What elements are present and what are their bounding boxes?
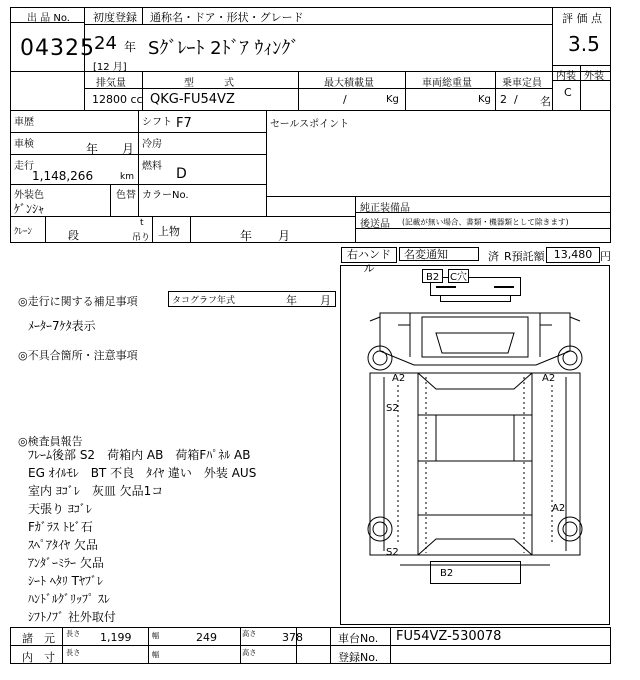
displacement-value: 12800 cc bbox=[92, 93, 143, 106]
sales-point-label: セールスポイント bbox=[270, 119, 350, 130]
inspection-month-unit: 月 bbox=[122, 142, 135, 156]
color-change-label: 色替 bbox=[116, 190, 136, 201]
inspector-report-line: ﾊﾝﾄﾞﾙｸﾞﾘｯﾌﾟ ｽﾚ bbox=[28, 592, 110, 606]
damage-mark-a2-front-right: A2 bbox=[542, 373, 556, 384]
damage-mark-s2-rear-left: S2 bbox=[386, 547, 399, 558]
mileage-label: 走行 bbox=[14, 161, 34, 172]
color-code-label: カラーNo. bbox=[142, 190, 189, 201]
name-change-box bbox=[399, 247, 479, 261]
upper-year-unit: 年 bbox=[240, 229, 253, 243]
chassis-label: 車台No. bbox=[338, 632, 379, 645]
mileage-value: 1,148,266 bbox=[32, 169, 94, 183]
capacity-label: 乗車定員 bbox=[502, 78, 542, 89]
damage-mark-a2-front-left: A2 bbox=[392, 373, 406, 384]
crane-hoist-label: 吊り bbox=[132, 233, 151, 243]
max-load-separator: / bbox=[343, 93, 347, 106]
vehicle-name: Sｸﾞﾚｰﾄ 2ﾄﾞｱ ｳｨﾝｸﾞ bbox=[148, 38, 300, 59]
inspector-report-line: 室内 ﾖｺﾞﾚ 灰皿 欠品1コ bbox=[28, 484, 164, 498]
width-value: 249 bbox=[196, 631, 217, 644]
tachograph-month-unit: 月 bbox=[320, 294, 331, 307]
interior-label: 内装 bbox=[556, 71, 576, 82]
length-value: 1,199 bbox=[100, 631, 132, 644]
reg-year: 24 bbox=[94, 33, 117, 54]
inspector-report-line: EG ｵｲﾙﾓﾚ BT 不良 ﾀｲﾔ 違い 外装 AUS bbox=[28, 466, 257, 480]
damage-mark-b2-top: B2 bbox=[426, 272, 440, 283]
inspection-year-unit: 年 bbox=[86, 142, 99, 156]
reg-month: [12 月] bbox=[93, 62, 127, 73]
capacity-unit: 名 bbox=[540, 95, 551, 108]
exterior-label: 外装 bbox=[584, 71, 604, 82]
displacement-label: 排気量 bbox=[96, 78, 126, 89]
tachograph-year-unit: 年 bbox=[286, 294, 297, 307]
inner-height-label: 高さ bbox=[242, 649, 257, 658]
shift-label: シフト bbox=[142, 117, 172, 128]
std-equipment-label: 純正装備品 bbox=[360, 203, 410, 214]
crane-label: ｸﾚｰﾝ bbox=[14, 227, 33, 237]
upper-month-unit: 月 bbox=[278, 229, 291, 243]
crane-stage-unit: 段 bbox=[68, 229, 79, 242]
vehicle-diagram bbox=[340, 265, 610, 625]
history-label: 車歴 bbox=[14, 117, 34, 128]
inspector-report-line: ｱﾝﾀﾞｰﾐﾗｰ 欠品 bbox=[28, 556, 104, 570]
diagram-border bbox=[341, 266, 610, 625]
height-label: 高さ bbox=[242, 630, 257, 639]
height-value: 378 bbox=[282, 631, 303, 644]
registration-label: 登録No. bbox=[338, 651, 379, 664]
inspector-report-line: ﾌﾚｰﾑ後部 S2 荷箱内 AB 荷箱Fﾊﾟﾈﾙ AB bbox=[28, 448, 251, 462]
shift-value: F7 bbox=[176, 116, 192, 131]
tachograph-label: タコグラフ年式 bbox=[172, 296, 236, 306]
right-hand-drive-badge: 右ハンドル bbox=[341, 247, 397, 263]
capacity-separator: / bbox=[514, 93, 518, 106]
first-registration-label: 初度登録 bbox=[93, 11, 137, 24]
damage-mark-c-hole: C穴 bbox=[450, 272, 467, 283]
inspection-label: 車検 bbox=[14, 139, 34, 150]
length-label: 長さ bbox=[66, 630, 81, 639]
inner-width-label: 幅 bbox=[152, 651, 160, 660]
recycle-deposit-unit: 円 bbox=[600, 250, 611, 263]
lot-no: 04325 bbox=[20, 36, 95, 61]
inspector-report-line: ｼﾌﾄﾉﾌﾞ 社外取付 bbox=[28, 610, 116, 624]
mileage-unit: km bbox=[120, 172, 134, 182]
gross-weight-label: 車両総重量 bbox=[422, 78, 472, 89]
chassis-number: FU54VZ-530078 bbox=[396, 629, 502, 644]
gross-weight-unit: Kg bbox=[478, 94, 491, 105]
damage-mark-a2-rear-right: A2 bbox=[552, 503, 566, 514]
max-load-unit: Kg bbox=[386, 94, 399, 105]
driving-notes-title: ◎走行に関する補足事項 bbox=[18, 295, 138, 308]
inspector-report-title: ◎検査員報告 bbox=[18, 435, 83, 448]
inner-length-label: 長さ bbox=[66, 649, 81, 658]
model-type-value: QKG-FU54VZ bbox=[150, 92, 235, 107]
model-type-label: 型 式 bbox=[184, 78, 234, 89]
upper-body-label: 上物 bbox=[158, 225, 180, 238]
recycle-deposit-label: R預託額 bbox=[504, 250, 545, 263]
reg-year-unit: 年 bbox=[124, 40, 137, 54]
dimensions-label: 諸 元 bbox=[22, 632, 55, 645]
name-change-status: 済 bbox=[488, 250, 499, 263]
inspector-report-line: 天張り ﾖｺﾞﾚ bbox=[28, 502, 92, 516]
model-name-label: 通称名・ドア・形状・グレード bbox=[150, 11, 304, 24]
max-load-label: 最大積載量 bbox=[324, 78, 374, 89]
damage-mark-b2-rear: B2 bbox=[440, 568, 454, 579]
width-label: 幅 bbox=[152, 632, 160, 641]
aftermarket-note: (記載が無い場合、書類・機器類として除きます) bbox=[402, 218, 569, 228]
inspector-report-line: ｼｰﾄ ﾍﾀﾘ Tﾔﾌﾞﾚ bbox=[28, 574, 103, 588]
fuel-value: D bbox=[176, 166, 187, 182]
crane-tonnage-unit: t bbox=[140, 218, 144, 228]
inspector-report-line: ｽﾍﾟｱﾀｲﾔ 欠品 bbox=[28, 538, 98, 552]
color-label: 外装色 bbox=[14, 190, 44, 201]
driving-note: ﾒｰﾀｰ7ｹﾀ表示 bbox=[28, 319, 96, 333]
lot-no-label: 出 品 No. bbox=[27, 13, 70, 24]
ac-label: 冷房 bbox=[142, 139, 162, 150]
aftermarket-label: 後送品 bbox=[360, 219, 390, 230]
grade-value: 3.5 bbox=[568, 32, 600, 56]
damage-mark-s2-left: S2 bbox=[386, 403, 399, 414]
interior-grade: C bbox=[564, 86, 572, 99]
capacity-value: 2 bbox=[500, 93, 507, 106]
fuel-label: 燃料 bbox=[142, 161, 162, 172]
inner-dimensions-label: 内 寸 bbox=[22, 651, 55, 664]
name-change-label: 名変通知 bbox=[404, 248, 448, 261]
defects-title: ◎不具合箇所・注意事項 bbox=[18, 349, 138, 362]
color-value: ｹﾞﾝｼｬ bbox=[14, 202, 45, 216]
recycle-deposit-value: 13,480 bbox=[546, 247, 600, 263]
grade-label: 評 価 点 bbox=[562, 12, 602, 25]
inspector-report-line: Fｶﾞﾗｽ ﾄﾋﾞ石 bbox=[28, 520, 93, 534]
